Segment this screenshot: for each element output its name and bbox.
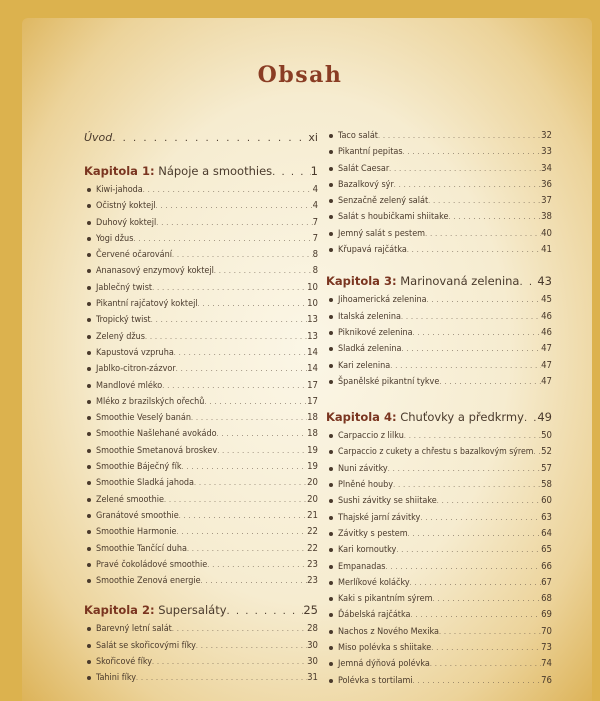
toc-entry-label: Tropický twist [84,312,151,328]
toc-entry [326,477,552,493]
toc-entry-label: Jihoamerická zelenina [326,292,427,308]
toc-entry-page: 60 [541,495,552,507]
toc-entry-label: Smoothie Harmonie [84,524,176,540]
leader-dots [227,601,304,623]
toc-entry-page: 46 [541,326,552,338]
toc-entry-page: 13 [307,314,318,326]
leader-dots [407,242,541,258]
toc-entry [84,247,318,263]
leader-dots [174,345,307,361]
toc-entry-label: Empanadas [326,559,386,575]
toc-entry [326,292,552,308]
leader-dots [143,182,313,198]
leader-dots [136,670,307,686]
toc-left-column [84,128,318,687]
toc-entry-page: 64 [541,527,552,539]
leader-dots [187,541,307,557]
toc-entry [84,638,318,654]
toc-entry [326,226,552,242]
toc-entry [326,193,552,209]
toc-entry-page: 14 [307,363,318,375]
toc-entry-label: Plněné houby [326,477,393,493]
toc-entry-label: Nachos z Nového Mexika [326,624,439,640]
toc-entry-page: 52 [541,446,552,458]
leader-dots [191,410,307,426]
toc-entry-page: 41 [541,244,552,256]
toc-entry-label: Smoothie Zenová energie [84,573,201,589]
toc-entry-label: Tahini fíky [84,670,136,686]
toc-entry-label: Ďábelská rajčátka [326,607,410,623]
toc-entry-label: Carpaccio z lilku [326,428,404,444]
leader-dots [112,129,308,149]
leader-dots [401,309,541,325]
toc-entry [326,591,552,607]
leader-dots [204,394,307,410]
toc-entry-label: Smoothie Smetanová broskev [84,443,217,459]
toc-entry [84,198,318,214]
toc-entry-label: Jemná dýňová polévka [326,656,430,672]
toc-entry-label: Bazalkový sýr [326,177,394,193]
toc-entry [84,296,318,312]
leader-dots [196,638,307,654]
leader-dots [393,477,541,493]
leader-dots [152,654,307,670]
toc-chapter-number: Kapitola 3: [326,274,397,289]
leader-dots [519,272,537,294]
toc-entry [326,624,552,640]
toc-entry-label: Polévka s tortilami [326,673,413,689]
leader-dots [151,312,307,328]
leader-dots [439,624,541,640]
leader-dots [389,161,541,177]
toc-entry [326,428,552,444]
leader-dots [408,526,541,542]
toc-entry-page: 14 [307,346,318,358]
toc-chapter [326,270,552,292]
leader-dots [439,374,541,390]
toc-entry-page: 18 [307,428,318,440]
toc-entry [326,526,552,542]
toc-chapter-label [326,406,524,428]
toc-entry-page: 45 [541,294,552,306]
toc-chapter-page: 25 [303,603,318,618]
leader-dots [214,263,313,279]
leader-dots [396,542,541,558]
leader-dots [428,193,541,209]
toc-entry-page: 19 [307,444,318,456]
leader-dots [533,444,541,460]
leader-dots [162,378,307,394]
toc-entry-label: Skořicové fíky [84,654,152,670]
toc-entry-page: 57 [541,462,552,474]
toc-chapter-name: Marinovaná zelenina [400,274,520,289]
leader-dots [133,231,312,247]
leader-dots [172,621,307,637]
toc-chapter-name: Nápoje a smoothies [158,164,273,178]
toc-entry-label: Salát se skořicovými fíky [84,638,196,654]
toc-entry-page: 50 [541,430,552,442]
toc-chapter-number: Kapitola 4: [326,410,397,425]
toc-entry-page: 4 [312,200,318,212]
toc-entry [84,231,318,247]
toc-entry-page: 22 [307,542,318,554]
toc-entry-label: Sladká zelenina [326,341,402,357]
toc-entry-label: Duhový koktejl [84,215,156,231]
toc-entry-label: Miso polévka s shiitake [326,640,431,656]
leader-dots [156,215,312,231]
leader-dots [272,162,311,184]
toc-entry [84,426,318,442]
toc-intro-label: Úvod [84,131,113,144]
toc-entry-label: Jablečný twist [84,280,152,296]
toc-entry-page: 40 [541,227,552,239]
toc-entry-label: Italská zelenina [326,309,401,325]
toc-entry [84,410,318,426]
toc-entry [84,394,318,410]
toc-entry-label: Pikantní pepitas [326,144,403,160]
toc-chapter-number: Kapitola 2: [84,603,155,618]
toc-entry-label: Barevný letní salát [84,621,172,637]
toc-chapter-label [84,599,227,621]
toc-entry [326,575,552,591]
toc-entry [326,607,552,623]
toc-entry [84,670,318,686]
toc-entry-label: Piknikové zelenina [326,325,413,341]
toc-entry [326,640,552,656]
toc-entry-label: Nuni závitky [326,461,388,477]
toc-entry-page: 28 [307,623,318,635]
leader-dots [390,358,541,374]
leader-dots [176,524,307,540]
toc-chapter [84,160,318,182]
toc-entry-page: 58 [541,479,552,491]
leader-dots [431,640,541,656]
toc-entry-label: Pravé čokoládové smoothie [84,557,207,573]
leader-dots [404,428,541,444]
toc-entry [326,161,552,177]
toc-entry-page: 7 [312,232,318,244]
toc-entry-page: 66 [541,560,552,572]
leader-dots [427,292,542,308]
toc-entry [326,358,552,374]
toc-entry-label: Granátové smoothie [84,508,179,524]
toc-entry-page: 70 [541,625,552,637]
toc-entry-page: 21 [307,509,318,521]
toc-entry [326,374,552,390]
toc-entry-page: 13 [307,330,318,342]
toc-entry-page: 73 [541,642,552,654]
toc-entry [84,312,318,328]
leader-dots [432,591,541,607]
toc-entry [84,361,318,377]
toc-chapter-number: Kapitola 1: [84,164,155,178]
toc-entry [326,673,552,689]
toc-entry [326,542,552,558]
leader-dots [207,557,307,573]
toc-entry [84,378,318,394]
toc-entry-label: Salát s houbičkami shiitake [326,209,448,225]
toc-chapter [84,599,318,621]
toc-entry-page: 10 [307,281,318,293]
leader-dots [402,341,542,357]
toc-entry-page: 38 [541,211,552,223]
toc-entry-label: Zelený džus [84,329,145,345]
leader-dots [198,296,308,312]
leader-dots [410,575,542,591]
toc-entry-label: Jemný salát s pestem [326,226,425,242]
toc-entry-page: 74 [541,658,552,670]
leader-dots [524,408,537,430]
toc-entry-page: 8 [312,265,318,277]
toc-entry-label: Yogi džus [84,231,133,247]
toc-entry-label: Očistný koktejl [84,198,156,214]
toc-entry-page: 17 [307,395,318,407]
toc-entry-label: Smoothie Sladká jahoda [84,475,194,491]
toc-entry-page: 23 [307,558,318,570]
toc-chapter-name: Chuťovky a předkrmy [400,410,524,425]
leader-dots [194,475,307,491]
toc-entry-label: Červené očarování [84,247,172,263]
leader-dots [413,673,542,689]
toc-entry [84,621,318,637]
toc-entry [84,508,318,524]
toc-entry-page: 33 [541,146,552,158]
toc-entry [326,242,552,258]
leader-dots [394,177,541,193]
toc-entry [84,573,318,589]
toc-entry [326,341,552,357]
toc-entry-page: 47 [541,343,552,355]
leader-dots [145,329,307,345]
leader-dots [425,226,541,242]
toc-entry-page: 31 [307,672,318,684]
leader-dots [164,492,307,508]
toc-entry-page: 68 [541,593,552,605]
toc-entry-label: Senzačně zelený salát [326,193,428,209]
toc-entry [326,444,552,460]
toc-right-column [326,128,552,689]
toc-entry [326,144,552,160]
toc-entry [326,461,552,477]
toc-entry [84,459,318,475]
toc-entry-page: 4 [312,184,318,195]
toc-entry-label: Kari kornoutky [326,542,396,558]
toc-entry [84,654,318,670]
toc-entry [84,182,318,198]
toc-entry-page: 69 [541,609,552,621]
toc-entry-label: Salát Caesar [326,161,389,177]
toc-entry-page: 37 [541,195,552,207]
leader-dots [176,361,307,377]
toc-entry-page: 30 [307,639,318,651]
toc-intro [84,128,318,148]
toc-entry-page: 36 [541,178,552,190]
toc-entry-page: 22 [307,526,318,538]
toc-entry-page: 65 [541,544,552,556]
toc-chapter-label [326,270,519,292]
toc-entry [326,656,552,672]
toc-entry-label: Merlíkové koláčky [326,575,410,591]
toc-entry-page: 47 [541,375,552,387]
leader-dots [420,510,541,526]
toc-entry-page: 23 [307,575,318,587]
leader-dots [388,461,541,477]
toc-entry-page: 32 [541,130,552,141]
leader-dots [179,508,307,524]
toc-entry [326,128,552,144]
toc-entry-page: 18 [307,412,318,424]
toc-entry-label: Smoothie Veselý banán [84,410,191,426]
leader-dots [403,144,542,160]
toc-entry [84,541,318,557]
toc-entry-label: Thajské jarní závitky [326,510,420,526]
toc-entry-label: Taco salát [326,128,378,144]
toc-intro-page: xi [308,131,318,144]
toc-entry [326,510,552,526]
toc-entry-label: Mléko z brazilských ořechů [84,394,204,410]
toc-entry-label: Pikantní rajčatový koktejl [84,296,198,312]
toc-entry [326,177,552,193]
toc-chapter-label [84,160,272,182]
toc-entry-label: Mandlové mléko [84,378,162,394]
toc-entry [84,524,318,540]
toc-entry [326,209,552,225]
toc-entry-label: Kari zelenina [326,358,390,374]
toc-entry-label: Smoothie Tančící duha [84,541,187,557]
toc-entry [326,325,552,341]
toc-chapter-page: 1 [310,164,318,178]
toc-chapter-name: Supersaláty [158,603,227,618]
toc-entry-label: Kiwi-jahoda [84,182,143,198]
toc-entry-page: 47 [541,359,552,371]
toc-entry [84,443,318,459]
toc-entry-label: Zelené smoothie [84,492,164,508]
toc-entry-label: Kapustová vzpruha [84,345,174,361]
toc-entry [326,559,552,575]
toc-entry-page: 7 [312,216,318,228]
leader-dots [201,573,308,589]
toc-entry-label: Sushi závitky se shiitake [326,493,437,509]
toc-entry [326,309,552,325]
toc-entry-page: 63 [541,511,552,523]
toc-entry-label: Ananasový enzymový koktejl [84,263,214,279]
leader-dots [430,656,541,672]
toc-entry-label: Smoothie Báječný fík [84,459,182,475]
toc-entry-label: Smoothie Našlehané avokádo [84,426,217,442]
toc-entry-label: Křupavá rajčátka [326,242,407,258]
toc-entry-page: 8 [312,249,318,261]
toc-entry [84,329,318,345]
toc-chapter-page: 43 [537,274,552,289]
toc-entry-page: 34 [541,162,552,174]
toc-entry [326,493,552,509]
leader-dots [156,198,313,214]
toc-entry-page: 19 [307,461,318,473]
toc-entry [84,280,318,296]
toc-entry [84,557,318,573]
leader-dots [413,325,542,341]
page-title: Obsah [257,62,343,88]
leader-dots [437,493,541,509]
toc-entry-label: Carpaccio z cukety a chřestu s bazalkovým sýrem [326,444,533,460]
leader-dots [182,459,308,475]
toc-entry-label: Kaki s pikantním sýrem [326,591,432,607]
toc-entry-page: 46 [541,310,552,322]
toc-entry-label: Španělské pikantní tykve [326,374,439,390]
toc-chapter [326,406,552,428]
toc-entry [84,215,318,231]
toc-entry-page: 17 [307,379,318,391]
toc-entry-page: 76 [541,674,552,686]
toc-entry-page: 10 [307,298,318,310]
toc-chapter-page: 49 [537,410,552,425]
toc-entry [84,345,318,361]
toc-entry-label: Závitky s pestem [326,526,408,542]
toc-entry-page: 30 [307,656,318,668]
leader-dots [172,247,313,263]
leader-dots [217,426,308,442]
leader-dots [410,607,541,623]
toc-entry-page: 20 [307,493,318,505]
leader-dots [386,559,542,575]
toc-entry-page: 67 [541,576,552,588]
toc-entry-label: Jablko-citron-zázvor [84,361,176,377]
toc-entry [84,492,318,508]
toc-entry-page: 20 [307,477,318,489]
toc-entry [84,475,318,491]
leader-dots [217,443,307,459]
leader-dots [448,209,541,225]
toc-entry [84,263,318,279]
leader-dots [378,128,541,144]
leader-dots [152,280,307,296]
